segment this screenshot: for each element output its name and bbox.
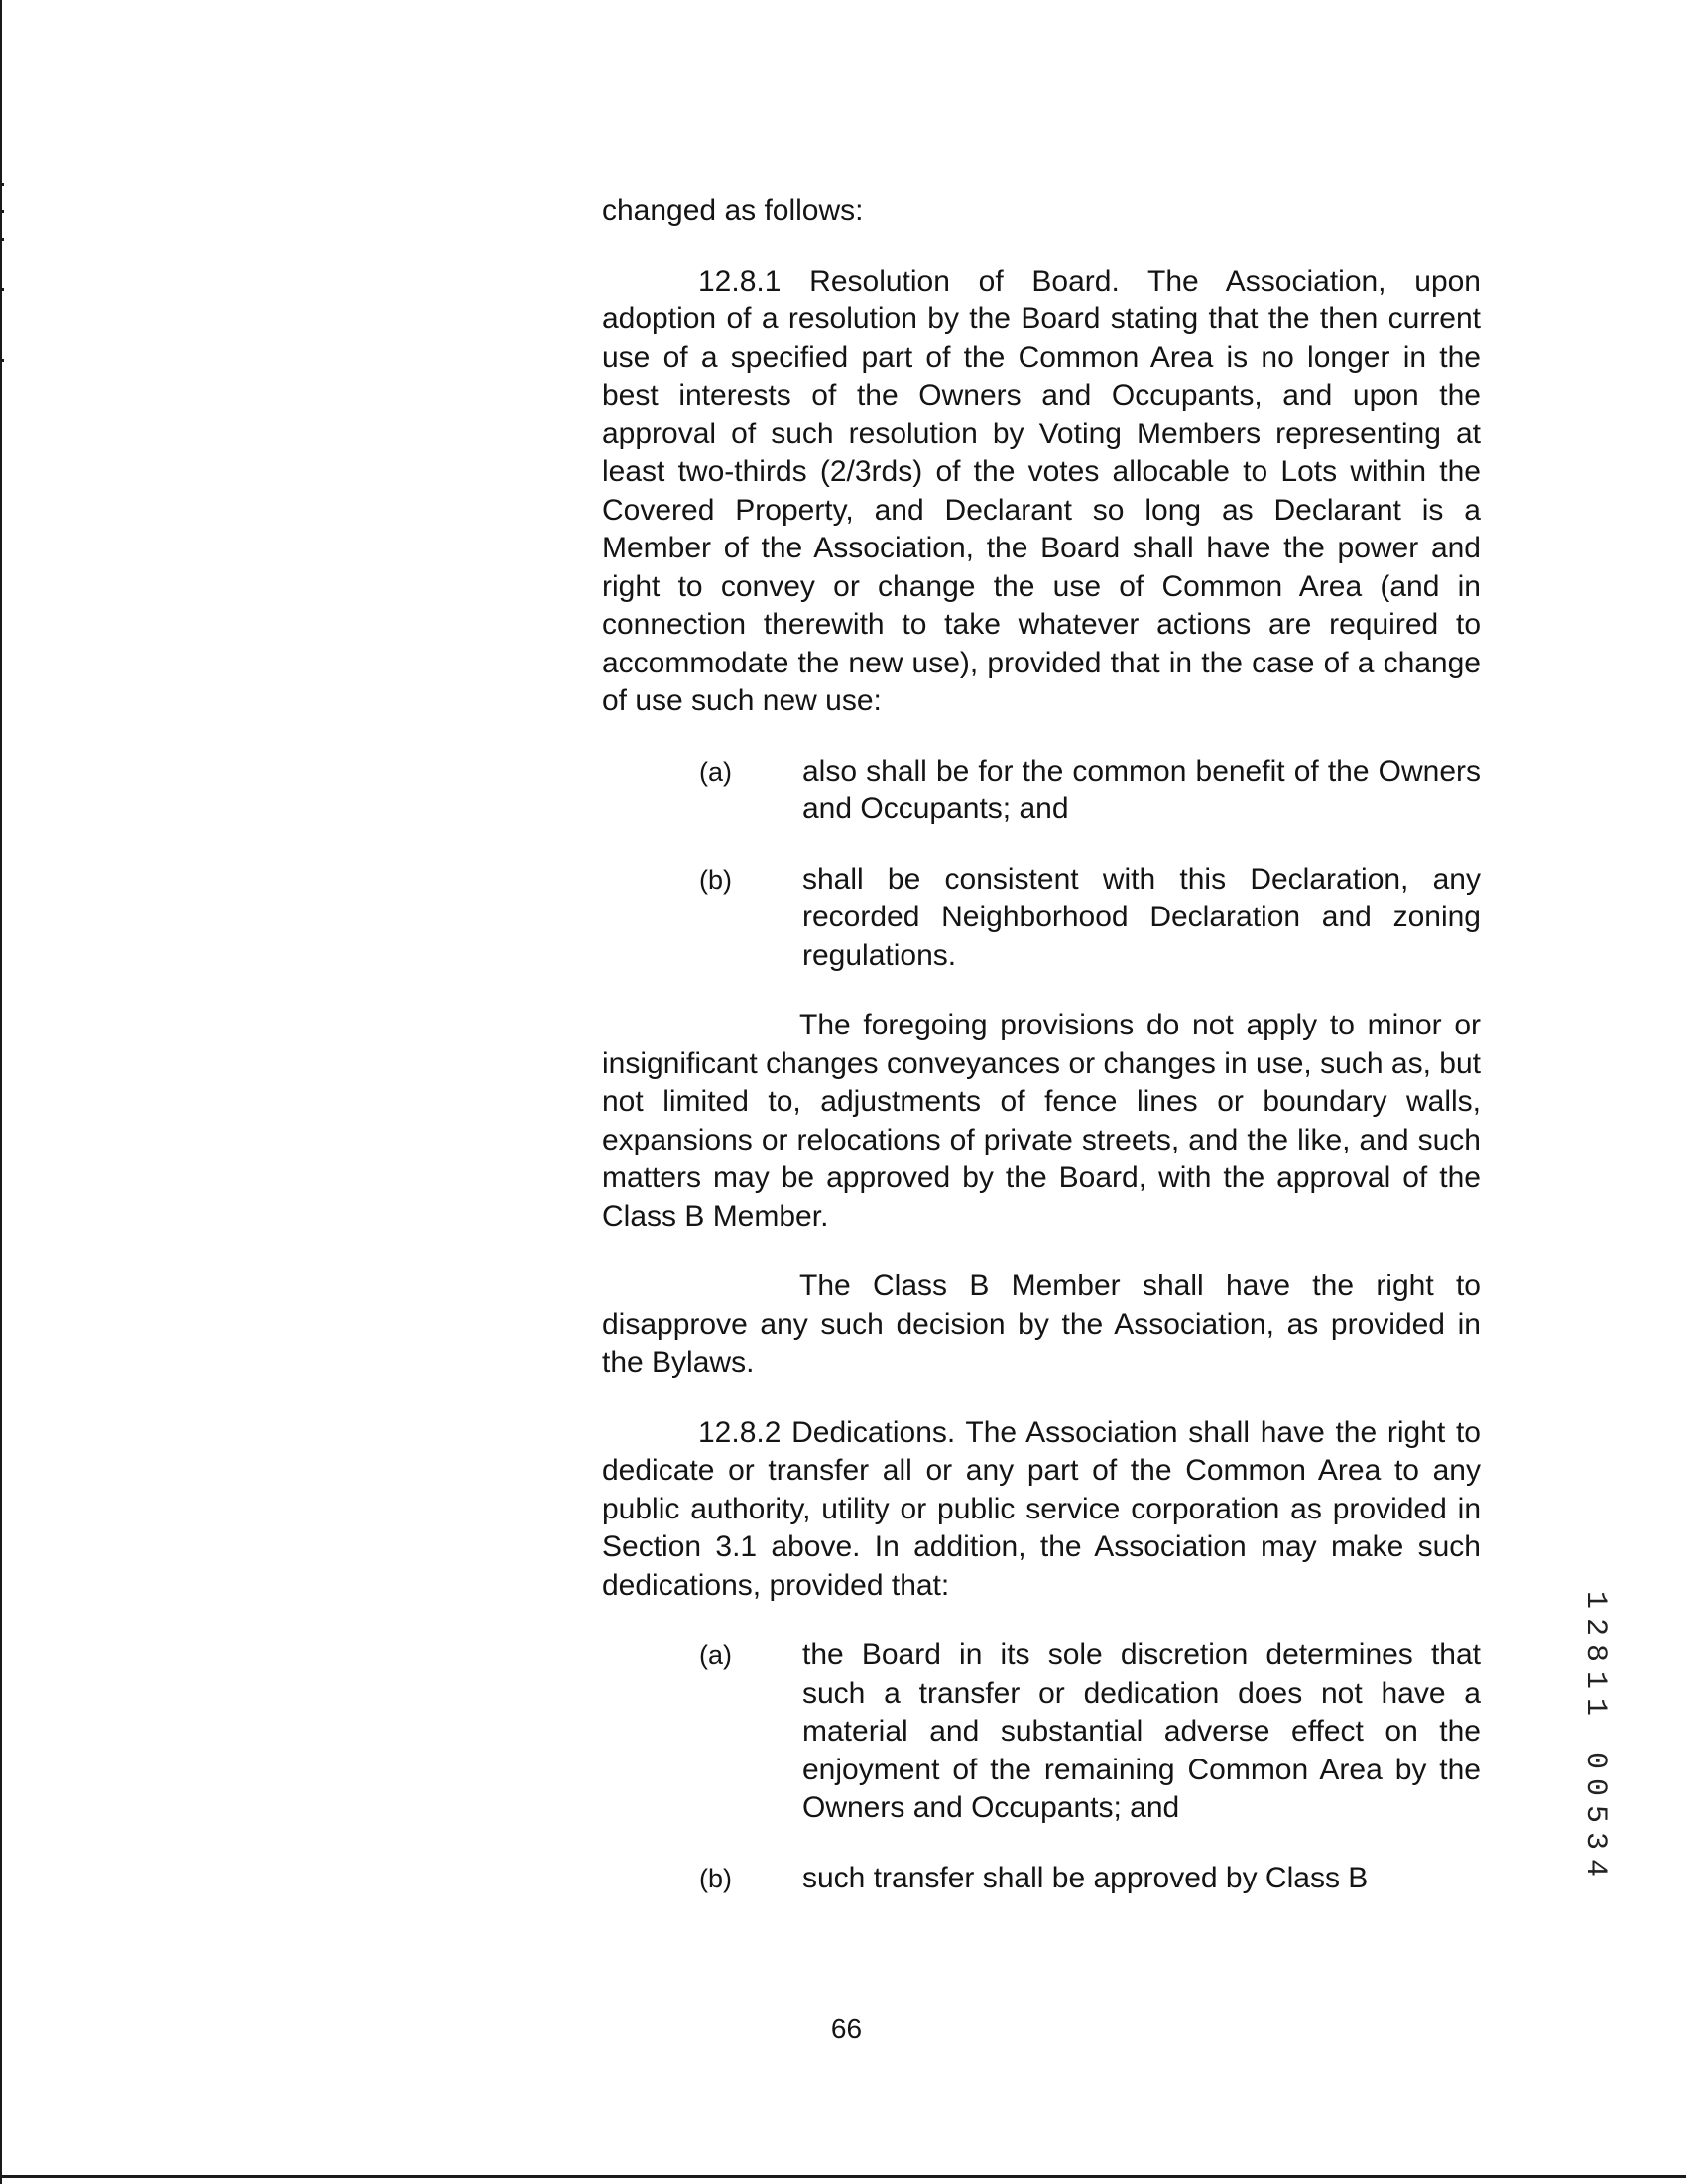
list-item-a <box>602 753 1481 829</box>
section-12-8-2-paragraph <box>602 1414 1481 1606</box>
document-body <box>602 192 1481 1897</box>
list-item-a <box>602 1637 1481 1828</box>
opening-line: changed as follows: <box>602 194 864 227</box>
list-marker: (b) <box>699 1863 732 1893</box>
section-number: 12.8.2 <box>698 1415 782 1449</box>
list-marker: (b) <box>699 864 732 895</box>
list-item-text: shall be consistent with this Declaration, any recorded Neighborhood Declaration and zoning regulations. <box>802 862 1481 972</box>
page-number: 66 <box>830 2013 863 2044</box>
list-item-text: the Board in its sole discretion determines that such a transfer or dedication does not have a material and substantial adverse effect on the enjoyment of the remaining Common Area by the Owners and Occupants; and <box>802 1638 1481 1824</box>
foregoing-provisions-paragraph: The foregoing provisions do not apply to minor or insignificant changes conveyances or changes in use, such as, but not limited to, adjustments of fence lines or boundary walls, expansions or relocations of private streets, and the like, and such matters may be approved by the Board, with the approval of the Class B Member. <box>602 1009 1481 1233</box>
scan-mark <box>0 288 4 291</box>
section-number: 12.8.1 <box>698 264 782 298</box>
section-title: Dedications. <box>791 1415 956 1449</box>
list-item-text: such transfer shall be approved by Class B <box>802 1861 1369 1894</box>
scan-edge-bottom <box>0 2175 1686 2178</box>
class-b-member-paragraph: The Class B Member shall have the right to disapprove any such decision by the Association, as provided in the Bylaws. <box>602 1270 1481 1379</box>
list-item-b <box>602 1860 1481 1898</box>
list-marker: (a) <box>699 1640 732 1670</box>
list-marker: (a) <box>699 756 732 787</box>
section-body: The Association shall have the right to dedicate or transfer all or any part of the Common Area to any public authority, utility or public service corporation as provided in Section 3.1 above. In addition, the Association may make such dedications, provided that: <box>602 1415 1481 1602</box>
recording-stamp-text: 12811 00534 <box>1578 1591 1612 1886</box>
scan-mark <box>0 183 4 186</box>
section-12-8-1-paragraph <box>602 263 1481 721</box>
scan-mark <box>0 210 4 213</box>
list-item-b <box>602 861 1481 976</box>
scan-mark <box>0 359 4 362</box>
list-item-text: also shall be for the common benefit of the Owners and Occupants; and <box>802 754 1481 825</box>
scan-edge-left <box>0 0 2 2184</box>
recording-stamp <box>1575 1591 1615 1886</box>
section-title: Resolution of Board. <box>809 264 1120 298</box>
section-body: The Association, upon adoption of a resolution by the Board stating that the then current use of a specified part of the Common Area is no longer in the best interests of the Owners and Occupants, and upon the approval of such resolution by Voting Members representing at least two-thirds (2/3rds) of the votes allocable to Lots within the Covered Property, and Declarant so long as Declarant is a Member of the Association, the Board shall have the power and right to convey or change the use of Common Area (and in connection therewith to take whatever actions are required to accommodate the new use), provided that in the case of a change of use such new use: <box>602 264 1481 717</box>
scan-mark <box>0 238 4 241</box>
